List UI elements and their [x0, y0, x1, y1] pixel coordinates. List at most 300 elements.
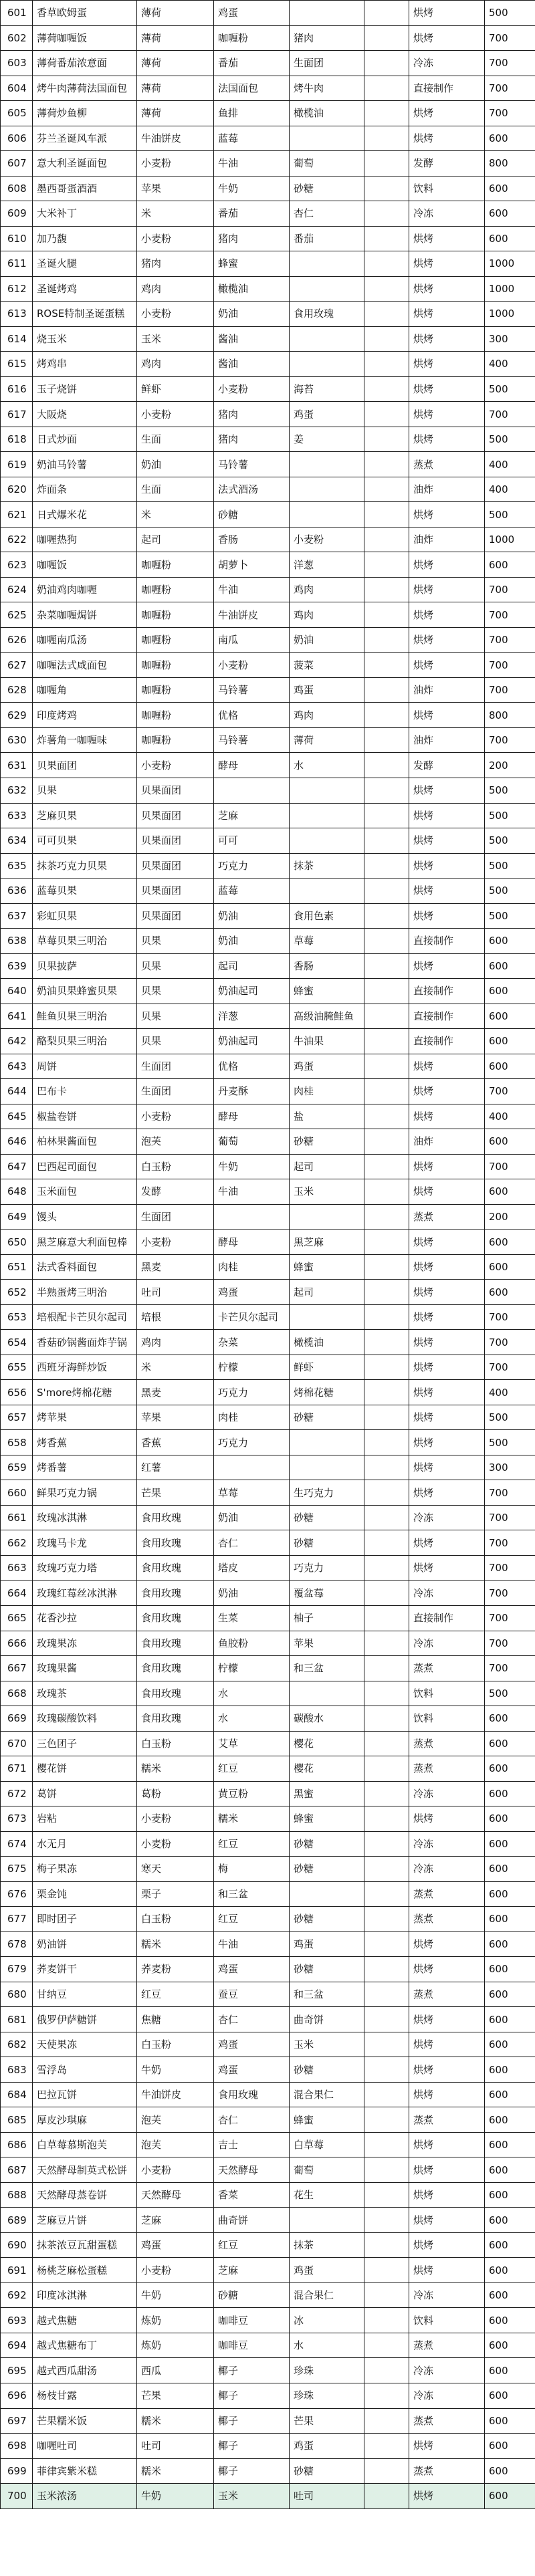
dish-name-cell: 大米补丁 — [33, 201, 137, 227]
table-row — [1, 1179, 535, 1205]
dish-name-cell: 越式西瓜甜汤 — [33, 2358, 137, 2383]
ingredient-3-cell: 砂糖 — [290, 1957, 364, 1982]
cooking-method-cell: 烘烤 — [409, 552, 485, 578]
table-row — [1, 1129, 535, 1155]
price-cell: 700 — [485, 1304, 535, 1330]
ingredient-3-cell: 烤牛肉 — [290, 76, 364, 101]
price-cell: 700 — [485, 627, 535, 653]
ingredient-1-cell: 食用玫瑰 — [137, 1530, 214, 1556]
ingredient-4-cell — [364, 1054, 409, 1079]
table-row — [1, 2032, 535, 2057]
id-cell: 610 — [1, 226, 33, 251]
cooking-method-cell: 烘烤 — [409, 1430, 485, 1455]
ingredient-2-cell: 柠檬 — [214, 1656, 290, 1681]
ingredient-2-cell: 椰子 — [214, 2458, 290, 2484]
table-row — [1, 1230, 535, 1255]
ingredient-1-cell: 薄荷 — [137, 1, 214, 26]
id-cell: 626 — [1, 627, 33, 653]
ingredient-4-cell — [364, 1781, 409, 1806]
id-cell: 679 — [1, 1957, 33, 1982]
cooking-method-cell: 烘烤 — [409, 2208, 485, 2233]
ingredient-1-cell: 香蕉 — [137, 1430, 214, 1455]
id-cell: 645 — [1, 1104, 33, 1129]
dish-name-cell: 奶油鸡肉咖喱 — [33, 577, 137, 602]
cooking-method-cell: 烘烤 — [409, 2007, 485, 2032]
table-row — [1, 979, 535, 1004]
table-row — [1, 452, 535, 477]
ingredient-1-cell: 生面团 — [137, 1054, 214, 1079]
ingredient-4-cell — [364, 2333, 409, 2358]
price-cell: 200 — [485, 753, 535, 778]
id-cell: 693 — [1, 2308, 33, 2333]
id-cell: 625 — [1, 602, 33, 628]
table-row — [1, 101, 535, 126]
table-row — [1, 1304, 535, 1330]
id-cell: 674 — [1, 1831, 33, 1857]
id-cell: 623 — [1, 552, 33, 578]
ingredient-1-cell: 白玉粉 — [137, 1154, 214, 1179]
price-cell: 600 — [485, 1054, 535, 1079]
ingredient-2-cell: 芝麻 — [214, 2258, 290, 2283]
ingredient-2-cell: 牛油 — [214, 151, 290, 177]
dish-name-cell: 樱花饼 — [33, 1756, 137, 1782]
ingredient-4-cell — [364, 2458, 409, 2484]
ingredient-1-cell: 西瓜 — [137, 2358, 214, 2383]
price-cell: 200 — [485, 1204, 535, 1230]
table-row — [1, 2484, 535, 2509]
cooking-method-cell: 冷冻 — [409, 1631, 485, 1656]
id-cell: 644 — [1, 1079, 33, 1104]
cooking-method-cell: 烘烤 — [409, 1304, 485, 1330]
ingredient-4-cell — [364, 778, 409, 803]
ingredient-2-cell: 洋葱 — [214, 1004, 290, 1029]
ingredient-4-cell — [364, 1004, 409, 1029]
id-cell: 684 — [1, 2082, 33, 2107]
ingredient-4-cell — [364, 1706, 409, 1732]
dish-name-cell: 奶油马铃薯 — [33, 452, 137, 477]
dish-name-cell: 芒果糯米饭 — [33, 2408, 137, 2434]
ingredient-3-cell: 玉米 — [290, 1179, 364, 1205]
dish-name-cell: 西班牙海鲜炒饭 — [33, 1355, 137, 1380]
ingredient-3-cell — [290, 828, 364, 854]
cooking-method-cell: 烘烤 — [409, 2232, 485, 2258]
price-cell: 700 — [485, 1154, 535, 1179]
ingredient-2-cell — [214, 1204, 290, 1230]
ingredient-4-cell — [364, 1280, 409, 1305]
dish-name-cell: S'more烤棉花糖 — [33, 1380, 137, 1405]
id-cell: 612 — [1, 276, 33, 302]
cooking-method-cell: 烘烤 — [409, 953, 485, 979]
ingredient-1-cell: 牛油饼皮 — [137, 2082, 214, 2107]
ingredient-1-cell: 芝麻 — [137, 2208, 214, 2233]
id-cell: 691 — [1, 2258, 33, 2283]
price-cell: 700 — [485, 1580, 535, 1606]
cooking-method-cell: 烘烤 — [409, 703, 485, 728]
ingredient-3-cell: 生面团 — [290, 51, 364, 76]
table-row — [1, 2082, 535, 2107]
cooking-method-cell: 烘烤 — [409, 226, 485, 251]
ingredient-2-cell: 奶油 — [214, 1580, 290, 1606]
ingredient-4-cell — [364, 1380, 409, 1405]
table-row — [1, 1380, 535, 1405]
ingredient-1-cell: 食用玫瑰 — [137, 1656, 214, 1681]
ingredient-3-cell: 抹茶 — [290, 853, 364, 879]
dish-name-cell: 加乃馥 — [33, 226, 137, 251]
id-cell: 663 — [1, 1555, 33, 1580]
ingredient-4-cell — [364, 1982, 409, 2007]
id-cell: 620 — [1, 477, 33, 502]
ingredient-1-cell: 牛奶 — [137, 2282, 214, 2308]
price-cell: 600 — [485, 2208, 535, 2233]
ingredient-4-cell — [364, 1129, 409, 1155]
cooking-method-cell: 烘烤 — [409, 1555, 485, 1580]
dish-name-cell: 鲜果巧克力锅 — [33, 1480, 137, 1506]
cooking-method-cell: 烘烤 — [409, 1455, 485, 1480]
ingredient-3-cell: 牛油果 — [290, 1029, 364, 1054]
id-cell: 676 — [1, 1881, 33, 1907]
ingredient-2-cell: 奶油 — [214, 302, 290, 327]
dish-name-cell: 烧玉米 — [33, 326, 137, 352]
ingredient-2-cell: 芝麻 — [214, 803, 290, 828]
ingredient-3-cell: 砂糖 — [290, 1129, 364, 1155]
dish-name-cell: 咖喱热狗 — [33, 527, 137, 552]
id-cell: 660 — [1, 1480, 33, 1506]
ingredient-4-cell — [364, 929, 409, 954]
ingredient-1-cell: 小麦粉 — [137, 402, 214, 427]
table-row — [1, 2182, 535, 2208]
ingredient-1-cell: 咖喱粉 — [137, 653, 214, 678]
cooking-method-cell: 烘烤 — [409, 427, 485, 452]
table-row — [1, 1430, 535, 1455]
price-cell: 600 — [485, 2408, 535, 2434]
dish-name-cell: 半熟蛋烤三明治 — [33, 1280, 137, 1305]
ingredient-1-cell: 黑麦 — [137, 1380, 214, 1405]
dish-name-cell: 咖喱角 — [33, 677, 137, 703]
ingredient-1-cell: 咖喱粉 — [137, 552, 214, 578]
dish-name-cell: 巴拉瓦饼 — [33, 2082, 137, 2107]
ingredient-3-cell: 鸡蛋 — [290, 1054, 364, 1079]
ingredient-2-cell: 猪肉 — [214, 226, 290, 251]
ingredient-2-cell: 奶油起司 — [214, 979, 290, 1004]
ingredient-2-cell: 蓝莓 — [214, 126, 290, 151]
table-row — [1, 1, 535, 26]
ingredient-1-cell: 白玉粉 — [137, 1731, 214, 1756]
dish-name-cell: 玉子烧饼 — [33, 376, 137, 402]
ingredient-4-cell — [364, 1907, 409, 1932]
id-cell: 654 — [1, 1330, 33, 1355]
dish-name-cell: 印度冰淇淋 — [33, 2282, 137, 2308]
table-row — [1, 1480, 535, 1506]
cooking-method-cell: 蒸煮 — [409, 2458, 485, 2484]
ingredient-1-cell: 芒果 — [137, 1480, 214, 1506]
ingredient-3-cell — [290, 1304, 364, 1330]
price-cell: 600 — [485, 1857, 535, 1882]
ingredient-1-cell: 红薯 — [137, 1455, 214, 1480]
dish-name-cell: 炸面条 — [33, 477, 137, 502]
ingredient-4-cell — [364, 376, 409, 402]
cooking-method-cell: 烘烤 — [409, 302, 485, 327]
price-cell: 600 — [485, 1907, 535, 1932]
ingredient-1-cell: 薄荷 — [137, 101, 214, 126]
ingredient-2-cell: 小麦粉 — [214, 653, 290, 678]
table-row — [1, 1806, 535, 1832]
price-cell: 500 — [485, 427, 535, 452]
cooking-method-cell: 油炸 — [409, 477, 485, 502]
dish-name-cell: 荞麦饼干 — [33, 1957, 137, 1982]
table-row — [1, 727, 535, 753]
ingredient-2-cell: 马铃薯 — [214, 727, 290, 753]
ingredient-4-cell — [364, 1104, 409, 1129]
cooking-method-cell: 发酵 — [409, 151, 485, 177]
ingredient-1-cell: 咖喱粉 — [137, 577, 214, 602]
ingredient-3-cell: 蜂蜜 — [290, 979, 364, 1004]
dish-name-cell: 酪梨贝果三明治 — [33, 1029, 137, 1054]
ingredient-2-cell: 椰子 — [214, 2434, 290, 2459]
id-cell: 688 — [1, 2182, 33, 2208]
cooking-method-cell: 烘烤 — [409, 1254, 485, 1280]
price-cell: 700 — [485, 727, 535, 753]
table-row — [1, 376, 535, 402]
table-row — [1, 1907, 535, 1932]
cooking-method-cell: 烘烤 — [409, 577, 485, 602]
ingredient-4-cell — [364, 2408, 409, 2434]
id-cell: 678 — [1, 1931, 33, 1957]
cooking-method-cell: 烘烤 — [409, 1079, 485, 1104]
ingredient-2-cell: 椰子 — [214, 2408, 290, 2434]
table-row — [1, 1857, 535, 1882]
ingredient-1-cell: 小麦粉 — [137, 2157, 214, 2183]
cooking-method-cell: 烘烤 — [409, 2132, 485, 2157]
cooking-method-cell: 冷冻 — [409, 1857, 485, 1882]
ingredient-3-cell: 鸡蛋 — [290, 1931, 364, 1957]
ingredient-2-cell: 酵母 — [214, 1104, 290, 1129]
price-cell: 500 — [485, 376, 535, 402]
cooking-method-cell: 烘烤 — [409, 1054, 485, 1079]
cooking-method-cell: 蒸煮 — [409, 1907, 485, 1932]
ingredient-4-cell — [364, 1806, 409, 1832]
dish-name-cell: 意大利圣诞面包 — [33, 151, 137, 177]
ingredient-2-cell: 鸡蛋 — [214, 1280, 290, 1305]
cooking-method-cell: 烘烤 — [409, 402, 485, 427]
cooking-method-cell: 蒸煮 — [409, 2333, 485, 2358]
cooking-method-cell: 烘烤 — [409, 1806, 485, 1832]
id-cell: 636 — [1, 879, 33, 904]
dish-name-cell: 烤苹果 — [33, 1405, 137, 1430]
price-cell: 800 — [485, 703, 535, 728]
price-cell: 600 — [485, 1756, 535, 1782]
id-cell: 692 — [1, 2282, 33, 2308]
id-cell: 670 — [1, 1731, 33, 1756]
dish-name-cell: 圣诞烤鸡 — [33, 276, 137, 302]
price-cell: 600 — [485, 201, 535, 227]
price-cell: 600 — [485, 2282, 535, 2308]
dish-name-cell: 咖喱法式咸面包 — [33, 653, 137, 678]
dish-name-cell: 抹茶浓豆瓦甜蛋糕 — [33, 2232, 137, 2258]
ingredient-1-cell: 贝果面团 — [137, 853, 214, 879]
ingredient-1-cell: 糯米 — [137, 2458, 214, 2484]
ingredient-4-cell — [364, 2157, 409, 2183]
ingredient-1-cell: 牛油饼皮 — [137, 126, 214, 151]
ingredient-1-cell: 泡芙 — [137, 2132, 214, 2157]
ingredient-1-cell: 米 — [137, 502, 214, 528]
ingredient-2-cell: 蓝莓 — [214, 879, 290, 904]
cooking-method-cell: 烘烤 — [409, 879, 485, 904]
ingredient-1-cell: 小麦粉 — [137, 1806, 214, 1832]
ingredient-3-cell: 盐 — [290, 1104, 364, 1129]
ingredient-4-cell — [364, 2182, 409, 2208]
price-cell: 700 — [485, 1355, 535, 1380]
id-cell: 668 — [1, 1681, 33, 1706]
table-row — [1, 627, 535, 653]
ingredient-1-cell: 鸡蛋 — [137, 2232, 214, 2258]
ingredient-3-cell — [290, 352, 364, 377]
ingredient-3-cell: 黑蜜 — [290, 1781, 364, 1806]
cooking-method-cell: 烘烤 — [409, 1104, 485, 1129]
id-cell: 641 — [1, 1004, 33, 1029]
id-cell: 631 — [1, 753, 33, 778]
cooking-method-cell: 冷冻 — [409, 2358, 485, 2383]
ingredient-3-cell — [290, 1204, 364, 1230]
price-cell: 600 — [485, 2333, 535, 2358]
price-cell: 600 — [485, 1706, 535, 1732]
ingredient-3-cell — [290, 1455, 364, 1480]
cooking-method-cell: 直接制作 — [409, 929, 485, 954]
cooking-method-cell: 烘烤 — [409, 126, 485, 151]
ingredient-4-cell — [364, 402, 409, 427]
ingredient-1-cell: 糯米 — [137, 1756, 214, 1782]
ingredient-1-cell: 糯米 — [137, 1931, 214, 1957]
price-cell: 700 — [485, 1505, 535, 1530]
ingredient-4-cell — [364, 25, 409, 51]
price-cell: 700 — [485, 1079, 535, 1104]
dish-name-cell: 巴布卡 — [33, 1079, 137, 1104]
cooking-method-cell: 烘烤 — [409, 352, 485, 377]
ingredient-2-cell: 猪肉 — [214, 427, 290, 452]
dish-name-cell: 柏林果酱面包 — [33, 1129, 137, 1155]
ingredient-3-cell — [290, 251, 364, 277]
table-row — [1, 1455, 535, 1480]
ingredient-2-cell: 酱油 — [214, 326, 290, 352]
ingredient-1-cell: 寒天 — [137, 1857, 214, 1882]
ingredient-3-cell: 鸡肉 — [290, 577, 364, 602]
ingredient-2-cell: 丹麦酥 — [214, 1079, 290, 1104]
ingredient-1-cell: 鸡肉 — [137, 1330, 214, 1355]
table-row — [1, 1330, 535, 1355]
ingredient-3-cell — [290, 1881, 364, 1907]
ingredient-1-cell: 鸡肉 — [137, 276, 214, 302]
ingredient-4-cell — [364, 1656, 409, 1681]
ingredient-2-cell: 奶油 — [214, 1505, 290, 1530]
ingredient-2-cell: 番茄 — [214, 51, 290, 76]
ingredient-4-cell — [364, 2082, 409, 2107]
ingredient-1-cell: 贝果 — [137, 929, 214, 954]
ingredient-1-cell: 咖喱粉 — [137, 703, 214, 728]
price-cell: 600 — [485, 2182, 535, 2208]
cooking-method-cell: 烘烤 — [409, 1380, 485, 1405]
ingredient-1-cell: 奶油 — [137, 452, 214, 477]
id-cell: 651 — [1, 1254, 33, 1280]
ingredient-1-cell: 葛粉 — [137, 1781, 214, 1806]
id-cell: 686 — [1, 2132, 33, 2157]
cooking-method-cell: 烘烤 — [409, 2057, 485, 2083]
cooking-method-cell: 蒸煮 — [409, 1656, 485, 1681]
ingredient-4-cell — [364, 302, 409, 327]
ingredient-2-cell: 鱼排 — [214, 101, 290, 126]
ingredient-1-cell: 苹果 — [137, 176, 214, 201]
ingredient-4-cell — [364, 226, 409, 251]
ingredient-2-cell — [214, 1455, 290, 1480]
ingredient-2-cell: 酱油 — [214, 352, 290, 377]
ingredient-3-cell: 蜂蜜 — [290, 2107, 364, 2133]
ingredient-1-cell: 食用玫瑰 — [137, 1706, 214, 1732]
price-cell: 600 — [485, 2157, 535, 2183]
ingredient-3-cell: 芒果 — [290, 2408, 364, 2434]
price-cell: 500 — [485, 903, 535, 929]
table-row — [1, 302, 535, 327]
dish-name-cell: 黑芝麻意大利面包棒 — [33, 1230, 137, 1255]
ingredient-2-cell: 酵母 — [214, 1230, 290, 1255]
table-row — [1, 1154, 535, 1179]
price-cell: 600 — [485, 1254, 535, 1280]
ingredient-1-cell: 食用玫瑰 — [137, 1681, 214, 1706]
cooking-method-cell: 烘烤 — [409, 25, 485, 51]
cooking-method-cell: 蒸煮 — [409, 1881, 485, 1907]
id-cell: 607 — [1, 151, 33, 177]
ingredient-3-cell: 草莓 — [290, 929, 364, 954]
price-cell: 600 — [485, 2484, 535, 2509]
table-row — [1, 828, 535, 854]
ingredient-4-cell — [364, 2032, 409, 2057]
ingredient-1-cell: 贝果 — [137, 979, 214, 1004]
ingredient-4-cell — [364, 1355, 409, 1380]
ingredient-1-cell: 食用玫瑰 — [137, 1555, 214, 1580]
ingredient-1-cell: 炼奶 — [137, 2333, 214, 2358]
id-cell: 700 — [1, 2484, 33, 2509]
id-cell: 666 — [1, 1631, 33, 1656]
cooking-method-cell: 烘烤 — [409, 1280, 485, 1305]
ingredient-3-cell: 珍珠 — [290, 2383, 364, 2408]
dish-name-cell: 甘纳豆 — [33, 1982, 137, 2007]
table-row — [1, 1731, 535, 1756]
ingredient-3-cell: 小麦粉 — [290, 527, 364, 552]
price-cell: 600 — [485, 1781, 535, 1806]
ingredient-2-cell: 水 — [214, 1706, 290, 1732]
cooking-method-cell: 饮料 — [409, 2308, 485, 2333]
price-cell: 500 — [485, 803, 535, 828]
price-cell: 600 — [485, 2383, 535, 2408]
price-cell: 500 — [485, 1430, 535, 1455]
ingredient-2-cell: 梅 — [214, 1857, 290, 1882]
ingredient-4-cell — [364, 2282, 409, 2308]
id-cell: 662 — [1, 1530, 33, 1556]
price-cell: 600 — [485, 126, 535, 151]
ingredient-3-cell: 香肠 — [290, 953, 364, 979]
price-cell: 700 — [485, 1631, 535, 1656]
ingredient-3-cell: 食用玫瑰 — [290, 302, 364, 327]
ingredient-1-cell: 贝果 — [137, 953, 214, 979]
price-cell: 700 — [485, 402, 535, 427]
id-cell: 635 — [1, 853, 33, 879]
ingredient-4-cell — [364, 879, 409, 904]
ingredient-4-cell — [364, 1857, 409, 1882]
ingredient-2-cell: 巧克力 — [214, 1380, 290, 1405]
ingredient-2-cell: 南瓜 — [214, 627, 290, 653]
cooking-method-cell: 油炸 — [409, 1129, 485, 1155]
ingredient-3-cell: 葡萄 — [290, 2157, 364, 2183]
ingredient-1-cell: 生面团 — [137, 1204, 214, 1230]
table-row — [1, 677, 535, 703]
ingredient-2-cell — [214, 778, 290, 803]
